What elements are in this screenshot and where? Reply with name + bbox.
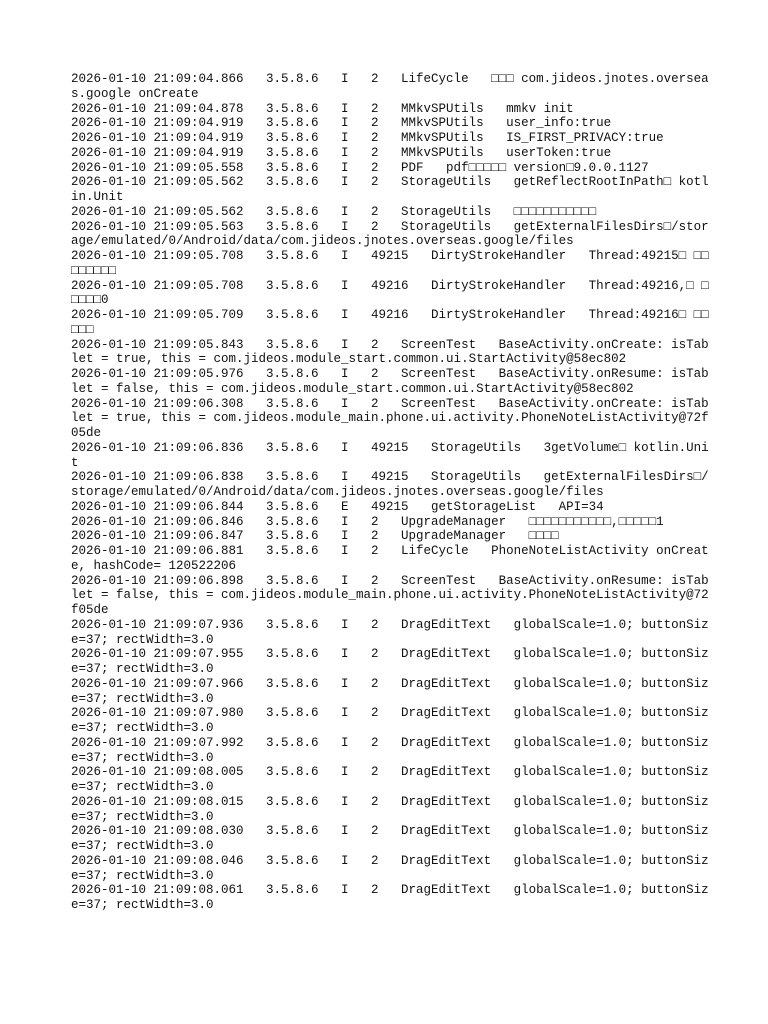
log-line: 2026-01-10 21:09:05.976 3.5.8.6 I 2 ScreenTest BaseActivity.onResume: isTablet = false, this = com.jideos.module_start.common.ui.StartActivity@58ec802 [71, 367, 709, 396]
log-line: 2026-01-10 21:09:04.919 3.5.8.6 I 2 MMkvSPUtils user_info:true [71, 116, 612, 131]
log-line: 2026-01-10 21:09:07.955 3.5.8.6 I 2 DragEditText globalScale=1.0; buttonSize=37; rectWidth=3.0 [71, 647, 709, 676]
log-line: 2026-01-10 21:09:08.015 3.5.8.6 I 2 DragEditText globalScale=1.0; buttonSize=37; rectWidth=3.0 [71, 794, 709, 824]
log-line: 2026-01-10 21:09:06.898 3.5.8.6 I 2 ScreenTest BaseActivity.onResume: isTablet = false, this = com.jideos.module_main.phone.ui.activity.PhoneNoteListActivity@72f05de [71, 573, 709, 617]
log-line: 2026-01-10 21:09:05.562 3.5.8.6 I 2 StorageUtils □□□□□□□□□□□ [71, 204, 597, 219]
log-line: 2026-01-10 21:09:05.708 3.5.8.6 I 49216 DirtyStrokeHandler Thread:49216,□ □□□□□0 [71, 278, 709, 308]
log-line: 2026-01-10 21:09:04.878 3.5.8.6 I 2 MMkvSPUtils mmkv init [71, 101, 574, 116]
log-line: 2026-01-10 21:09:08.046 3.5.8.6 I 2 DragEditText globalScale=1.0; buttonSize=37; rectWidth=3.0 [71, 853, 709, 883]
log-line: 2026-01-10 21:09:05.843 3.5.8.6 I 2 ScreenTest BaseActivity.onCreate: isTablet = true, this = com.jideos.module_start.common.ui.StartActivity@58ec802 [71, 337, 709, 367]
log-line: 2026-01-10 21:09:08.005 3.5.8.6 I 2 DragEditText globalScale=1.0; buttonSize=37; rectWidth=3.0 [71, 765, 709, 794]
log-line: 2026-01-10 21:09:07.992 3.5.8.6 I 2 DragEditText globalScale=1.0; buttonSize=37; rectWidth=3.0 [71, 735, 709, 765]
log-line: 2026-01-10 21:09:07.980 3.5.8.6 I 2 DragEditText globalScale=1.0; buttonSize=37; rectWidth=3.0 [71, 706, 709, 735]
log-line: 2026-01-10 21:09:05.709 3.5.8.6 I 49216 DirtyStrokeHandler Thread:49216□ □□□□□ [71, 308, 709, 337]
log-output [71, 72, 711, 913]
log-line: 2026-01-10 21:09:05.562 3.5.8.6 I 2 StorageUtils getReflectRootInPath□ kotlin.Unit [71, 175, 709, 204]
log-line: 2026-01-10 21:09:05.563 3.5.8.6 I 2 StorageUtils getExternalFilesDirs□/storage/emulated/0/Android/data/com.jideos.jnotes.overseas.google/files [71, 219, 709, 249]
log-line: 2026-01-10 21:09:04.866 3.5.8.6 I 2 LifeCycle □□□ com.jideos.jnotes.overseas.google onCreate [71, 72, 709, 101]
log-line: 2026-01-10 21:09:06.838 3.5.8.6 I 49215 StorageUtils getExternalFilesDirs□/storage/emulated/0/Android/data/com.jideos.jnotes.overseas.google/files [71, 470, 709, 499]
log-line: 2026-01-10 21:09:05.558 3.5.8.6 I 2 PDF pdf□□□□□ version□9.0.0.1127 [71, 160, 649, 175]
log-line: 2026-01-10 21:09:08.030 3.5.8.6 I 2 DragEditText globalScale=1.0; buttonSize=37; rectWidth=3.0 [71, 824, 709, 853]
log-line: 2026-01-10 21:09:07.966 3.5.8.6 I 2 DragEditText globalScale=1.0; buttonSize=37; rectWidth=3.0 [71, 676, 709, 706]
log-line: 2026-01-10 21:09:08.061 3.5.8.6 I 2 DragEditText globalScale=1.0; buttonSize=37; rectWidth=3.0 [71, 883, 709, 912]
log-line: 2026-01-10 21:09:06.846 3.5.8.6 I 2 UpgradeManager □□□□□□□□□□□,□□□□□1 [71, 514, 664, 529]
log-line: 2026-01-10 21:09:07.936 3.5.8.6 I 2 DragEditText globalScale=1.0; buttonSize=37; rectWidth=3.0 [71, 617, 709, 647]
log-line: 2026-01-10 21:09:06.836 3.5.8.6 I 49215 StorageUtils 3getVolume□ kotlin.Unit [71, 440, 709, 470]
log-line: 2026-01-10 21:09:04.919 3.5.8.6 I 2 MMkvSPUtils IS_FIRST_PRIVACY:true [71, 131, 664, 145]
log-line: 2026-01-10 21:09:05.708 3.5.8.6 I 49215 DirtyStrokeHandler Thread:49215□ □□□□□□□□ [71, 249, 709, 278]
log-line: 2026-01-10 21:09:06.844 3.5.8.6 E 49215 getStorageList API=34 [71, 499, 604, 514]
log-line: 2026-01-10 21:09:06.847 3.5.8.6 I 2 UpgradeManager □□□□ [71, 529, 559, 544]
log-line: 2026-01-10 21:09:04.919 3.5.8.6 I 2 MMkvSPUtils userToken:true [71, 145, 612, 160]
log-line: 2026-01-10 21:09:06.881 3.5.8.6 I 2 LifeCycle PhoneNoteListActivity onCreate, hashCode= 120522206 [71, 544, 709, 573]
log-line: 2026-01-10 21:09:06.308 3.5.8.6 I 2 ScreenTest BaseActivity.onCreate: isTablet = true, this = com.jideos.module_main.phone.ui.activity.PhoneNoteListActivity@72f05de [71, 396, 709, 440]
